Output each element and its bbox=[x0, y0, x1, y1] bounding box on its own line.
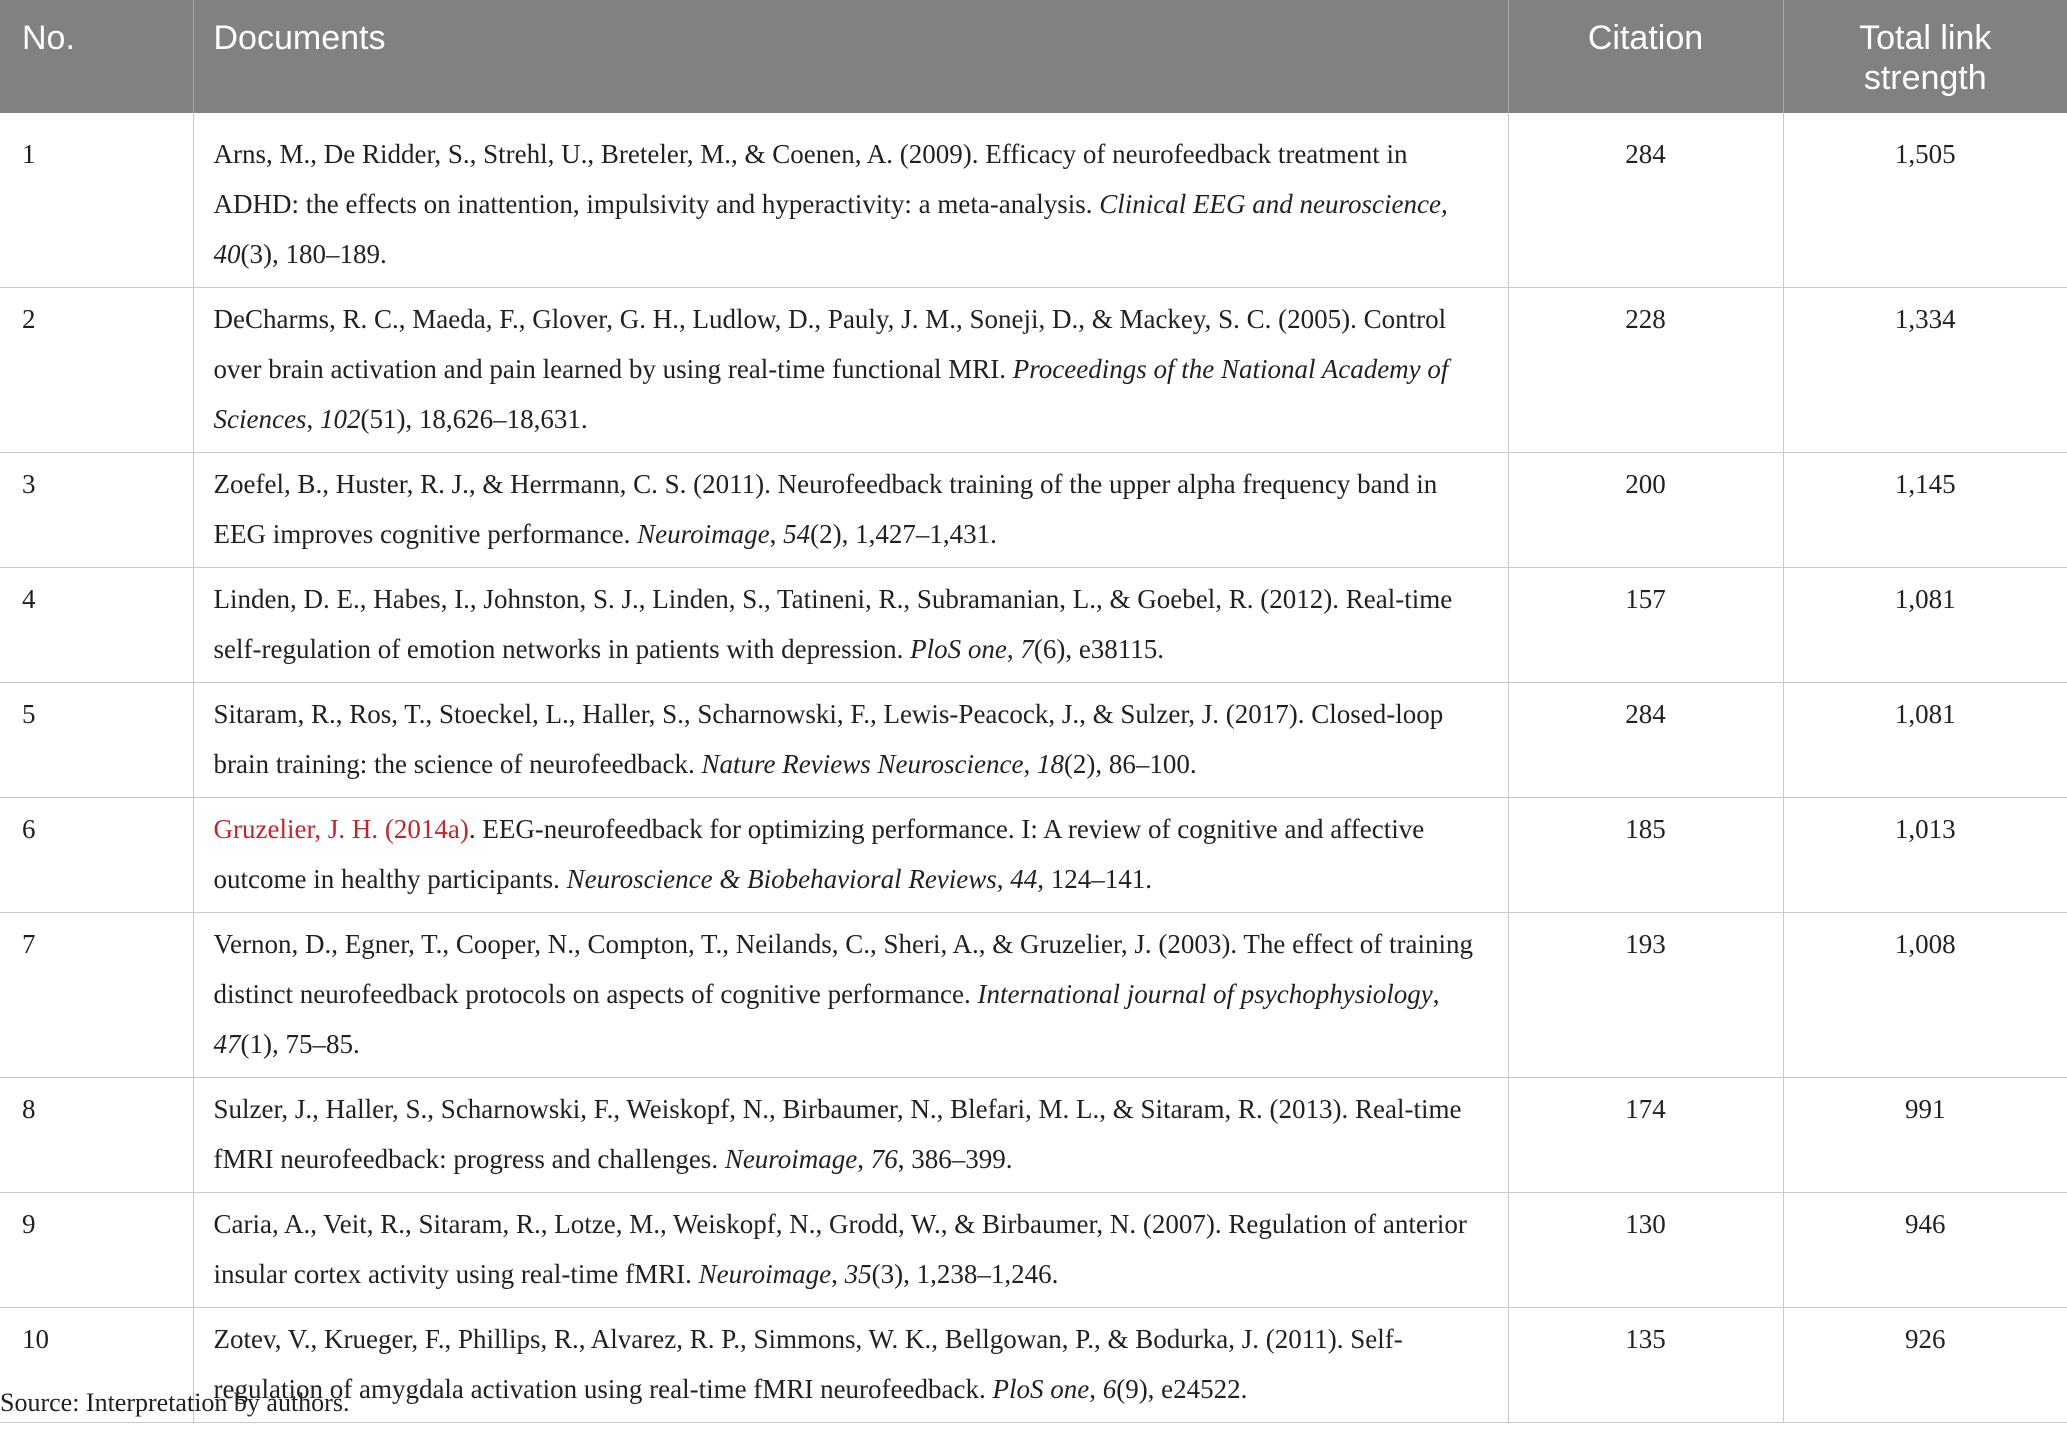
table-row bbox=[0, 288, 2067, 453]
total-link-strength: 1,081 bbox=[1783, 683, 2067, 798]
table-row bbox=[0, 1193, 2067, 1308]
row-number: 6 bbox=[0, 798, 193, 913]
total-link-strength: 1,145 bbox=[1783, 453, 2067, 568]
document-reference bbox=[193, 1308, 1508, 1423]
reference-segment: Zotev, V., Krueger, F., Phillips, R., Alvarez, R. P., Simmons, W. K., Bellgowan, P., & Bodurka, J. (2011). Self-regulation of amygdala activation using real-time fMRI neurofeedback. bbox=[213, 1324, 1403, 1404]
row-number: 8 bbox=[0, 1078, 193, 1193]
reference-segment: , bbox=[1023, 749, 1037, 779]
total-link-strength: 946 bbox=[1783, 1193, 2067, 1308]
reference-italic-segment: 6 bbox=[1102, 1374, 1117, 1404]
reference-italic-segment: 102 bbox=[319, 404, 361, 434]
row-number: 9 bbox=[0, 1193, 193, 1308]
reference-link[interactable]: Gruzelier, J. H. (2014a) bbox=[213, 814, 469, 844]
document-reference bbox=[193, 1193, 1508, 1308]
header-documents: Documents bbox=[193, 0, 1508, 113]
row-number: 7 bbox=[0, 913, 193, 1078]
citation-count: 185 bbox=[1508, 798, 1783, 913]
row-number: 10 bbox=[0, 1308, 193, 1423]
citation-count: 200 bbox=[1508, 453, 1783, 568]
reference-segment: . EEG-neurofeedback for optimizing performance. I: A review of cognitive and affective outcome in healthy participants. bbox=[213, 814, 1425, 894]
reference-italic-segment: Clinical EEG and neuroscience, 40 bbox=[213, 189, 1448, 269]
reference-italic-segment: International journal of psychophysiology bbox=[977, 979, 1433, 1009]
total-link-strength: 991 bbox=[1783, 1078, 2067, 1193]
reference-segment: , bbox=[1089, 1374, 1103, 1404]
table-row bbox=[0, 1078, 2067, 1193]
reference-italic-segment: 54 bbox=[783, 519, 811, 549]
reference-segment: Sulzer, J., Haller, S., Scharnowski, F., Weiskopf, N., Birbaumer, N., Blefari, M. L., & Sitaram, R. (2013). Real-time fMRI neurofeedback: progress and challenges. bbox=[213, 1094, 1462, 1174]
table-body bbox=[0, 113, 2067, 1423]
reference-segment: (3), 1,238–1,246. bbox=[871, 1259, 1059, 1289]
reference-segment: Arns, M., De Ridder, S., Strehl, U., Breteler, M., & Coenen, A. (2009). Efficacy of neurofeedback treatment in ADHD: the effects on inattention, impulsivity and hyperactivity: a meta-analysis. bbox=[213, 139, 1408, 219]
total-link-strength: 1,334 bbox=[1783, 288, 2067, 453]
reference-segment: Vernon, D., Egner, T., Cooper, N., Compton, T., Neilands, C., Sheri, A., & Gruzelier, J. (2003). The effect of training distinct neurofeedback protocols on aspects of cognitive performance. bbox=[213, 929, 1474, 1009]
reference-segment: , bbox=[1432, 979, 1440, 1009]
reference-italic-segment: Neuroscience & Biobehavioral Reviews bbox=[566, 864, 997, 894]
reference-segment: Linden, D. E., Habes, I., Johnston, S. J., Linden, S., Tatineni, R., Subramanian, L., & Goebel, R. (2012). Real-time self-regulation of emotion networks in patients with depression. bbox=[213, 584, 1453, 664]
reference-italic-segment: 35 bbox=[844, 1259, 872, 1289]
citation-count: 174 bbox=[1508, 1078, 1783, 1193]
reference-segment: Sitaram, R., Ros, T., Stoeckel, L., Haller, S., Scharnowski, F., Lewis-Peacock, J., & Sulzer, J. (2017). Closed-loop brain training: the science of neurofeedback. bbox=[213, 699, 1444, 779]
reference-italic-segment: 18 bbox=[1036, 749, 1064, 779]
citation-count: 193 bbox=[1508, 913, 1783, 1078]
row-number: 5 bbox=[0, 683, 193, 798]
reference-italic-segment: Proceedings of the National Academy of Sciences bbox=[213, 354, 1449, 434]
reference-segment: , bbox=[831, 1259, 845, 1289]
header-row bbox=[0, 0, 2067, 113]
header-citation: Citation bbox=[1508, 0, 1783, 113]
reference-italic-segment: 44 bbox=[1010, 864, 1038, 894]
reference-segment: (51), 18,626–18,631. bbox=[360, 404, 588, 434]
row-number: 3 bbox=[0, 453, 193, 568]
reference-italic-segment: PloS one bbox=[910, 634, 1007, 664]
reference-segment: (2), 86–100. bbox=[1063, 749, 1197, 779]
citation-count: 130 bbox=[1508, 1193, 1783, 1308]
row-number: 1 bbox=[0, 113, 193, 288]
table-row bbox=[0, 913, 2067, 1078]
reference-segment: , 386–399. bbox=[897, 1144, 1013, 1174]
reference-segment: (6), e38115. bbox=[1033, 634, 1165, 664]
reference-italic-segment: Neuroimage bbox=[698, 1259, 832, 1289]
reference-segment: , bbox=[1006, 634, 1021, 664]
document-reference bbox=[193, 453, 1508, 568]
document-reference bbox=[193, 798, 1508, 913]
citation-count: 157 bbox=[1508, 568, 1783, 683]
reference-segment: (1), 75–85. bbox=[240, 1029, 360, 1059]
document-reference bbox=[193, 288, 1508, 453]
table-row bbox=[0, 113, 2067, 288]
document-reference bbox=[193, 113, 1508, 288]
reference-segment: , bbox=[857, 1144, 871, 1174]
reference-italic-segment: 7 bbox=[1020, 634, 1034, 664]
citation-count: 284 bbox=[1508, 683, 1783, 798]
reference-italic-segment: 47 bbox=[213, 1029, 241, 1059]
row-number: 2 bbox=[0, 288, 193, 453]
document-reference bbox=[193, 683, 1508, 798]
reference-segment: (9), e24522. bbox=[1116, 1374, 1248, 1404]
total-link-strength: 1,081 bbox=[1783, 568, 2067, 683]
reference-segment: (3), 180–189. bbox=[240, 239, 387, 269]
table-row bbox=[0, 453, 2067, 568]
reference-segment: , 124–141. bbox=[1037, 864, 1153, 894]
table-row bbox=[0, 568, 2067, 683]
reference-segment: , bbox=[769, 519, 784, 549]
reference-italic-segment: Nature Reviews Neuroscience bbox=[701, 749, 1024, 779]
row-number: 4 bbox=[0, 568, 193, 683]
reference-italic-segment: 76 bbox=[870, 1144, 898, 1174]
reference-segment: (2), 1,427–1,431. bbox=[810, 519, 997, 549]
reference-segment: , bbox=[996, 864, 1011, 894]
table-row bbox=[0, 798, 2067, 913]
document-reference bbox=[193, 1078, 1508, 1193]
reference-segment: Zoefel, B., Huster, R. J., & Herrmann, C. S. (2011). Neurofeedback training of the upper alpha frequency band in EEG improves cognitive performance. bbox=[213, 469, 1438, 549]
reference-segment: , bbox=[306, 404, 320, 434]
total-link-strength: 1,505 bbox=[1783, 113, 2067, 288]
header-no: No. bbox=[0, 0, 193, 113]
reference-italic-segment: Neuroimage bbox=[724, 1144, 858, 1174]
document-reference bbox=[193, 568, 1508, 683]
header-total-link-strength: Total link strength bbox=[1783, 0, 2067, 113]
citation-count: 135 bbox=[1508, 1308, 1783, 1423]
reference-italic-segment: Neuroimage bbox=[637, 519, 770, 549]
total-link-strength: 926 bbox=[1783, 1308, 2067, 1423]
total-link-strength: 1,013 bbox=[1783, 798, 2067, 913]
reference-italic-segment: PloS one bbox=[992, 1374, 1090, 1404]
reference-segment: Caria, A., Veit, R., Sitaram, R., Lotze, M., Weiskopf, N., Grodd, W., & Birbaumer, N. (2007). Regulation of anterior insular cortex activity using real-time fMRI. bbox=[213, 1209, 1467, 1289]
table-row bbox=[0, 683, 2067, 798]
document-reference bbox=[193, 913, 1508, 1078]
citation-count: 228 bbox=[1508, 288, 1783, 453]
source-note: Source: Interpretation by authors. bbox=[0, 1388, 350, 1417]
citation-count: 284 bbox=[1508, 113, 1783, 288]
reference-segment: DeCharms, R. C., Maeda, F., Glover, G. H., Ludlow, D., Pauly, J. M., Soneji, D., & Mackey, S. C. (2005). Control over brain activation and pain learned by using real-time functional MRI. bbox=[213, 304, 1447, 384]
total-link-strength: 1,008 bbox=[1783, 913, 2067, 1078]
